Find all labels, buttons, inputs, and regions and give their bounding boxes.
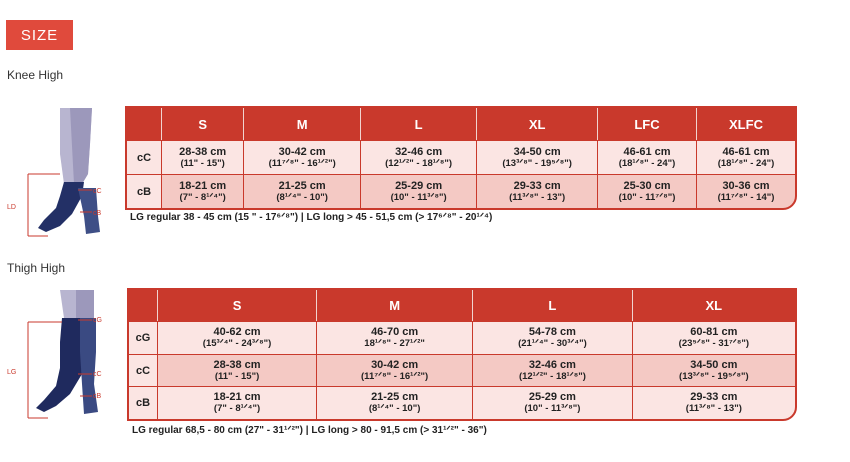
table-row <box>127 140 795 174</box>
col-xl: XL <box>632 290 795 321</box>
table-row <box>127 174 795 208</box>
corner-cell <box>127 108 161 140</box>
thigh-high-leg-figure <box>4 288 116 424</box>
cb-label: cB <box>93 210 102 217</box>
col-s: S <box>161 108 243 140</box>
knee-high-size-table <box>125 106 797 210</box>
knee-length-note: LG regular 38 - 45 cm (15 " - 17⁶ᐟ⁸") | LG long > 45 - 51,5 cm (> 17⁶ᐟ⁸" - 20¹ᐟ⁴) <box>130 212 493 223</box>
size-cell: 28-38 cm (11" - 15") <box>157 354 316 386</box>
col-l: L <box>472 290 632 321</box>
thigh-high-title: Thigh High <box>7 261 66 275</box>
row-label: cC <box>127 140 161 174</box>
size-cell: 21-25 cm (8¹ᐟ⁴" - 10") <box>316 386 472 419</box>
size-cell: 30-42 cm (11⁷ᐟ⁸" - 16¹ᐟ²") <box>243 140 360 174</box>
size-cell: 29-33 cm (11³ᐟ⁸" - 13") <box>476 174 597 208</box>
size-cell: 30-42 cm (11⁷ᐟ⁸" - 16¹ᐟ²") <box>316 354 472 386</box>
cc-label: cC <box>93 188 102 195</box>
row-label: cC <box>129 354 157 386</box>
size-cell: 32-46 cm (12¹ᐟ²" - 18¹ᐟ⁸") <box>360 140 476 174</box>
row-label: cG <box>129 321 157 354</box>
col-l: L <box>360 108 476 140</box>
table-row <box>129 386 795 419</box>
knee-high-title: Knee High <box>7 68 64 82</box>
row-label: cB <box>127 174 161 208</box>
lg-label: LG <box>7 369 17 376</box>
ld-label: LD <box>7 204 16 211</box>
size-cell: 25-30 cm (10" - 11⁷ᐟ⁸") <box>597 174 696 208</box>
size-cell: 21-25 cm (8¹ᐟ⁴" - 10") <box>243 174 360 208</box>
size-cell: 29-33 cm (11³ᐟ⁸" - 13") <box>632 386 795 419</box>
size-cell: 18-21 cm (7" - 8¹ᐟ⁴") <box>157 386 316 419</box>
size-cell: 40-62 cm (15³ᐟ⁴" - 24³ᐟ⁸") <box>157 321 316 354</box>
size-cell: 25-29 cm (10" - 11³ᐟ⁸") <box>472 386 632 419</box>
size-cell: 18-21 cm (7" - 8¹ᐟ⁴") <box>161 174 243 208</box>
size-cell: 34-50 cm (13³ᐟ⁸" - 19⁵ᐟ⁸") <box>476 140 597 174</box>
size-cell: 46-70 cm 18¹ᐟ⁸" - 27¹ᐟ²" <box>316 321 472 354</box>
cc-label: cC <box>93 371 102 378</box>
size-badge: SIZE <box>6 20 73 50</box>
size-cell: 46-61 cm (18¹ᐟ⁸" - 24") <box>696 140 795 174</box>
thigh-length-note: LG regular 68,5 - 80 cm (27" - 31¹ᐟ²") | LG long > 80 - 91,5 cm (> 31¹ᐟ²" - 36") <box>132 425 487 436</box>
col-m: M <box>243 108 360 140</box>
size-cell: 32-46 cm (12¹ᐟ²" - 18¹ᐟ⁸") <box>472 354 632 386</box>
size-cell: 54-78 cm (21¹ᐟ⁴" - 30³ᐟ⁴") <box>472 321 632 354</box>
size-cell: 25-29 cm (10" - 11³ᐟ⁸") <box>360 174 476 208</box>
size-cell: 34-50 cm (13³ᐟ⁸" - 19⁵ᐟ⁸") <box>632 354 795 386</box>
table-row <box>129 321 795 354</box>
col-xlfc: XLFC <box>696 108 795 140</box>
col-lfc: LFC <box>597 108 696 140</box>
size-cell: 60-81 cm (23⁵ᐟ⁸" - 31⁷ᐟ⁸") <box>632 321 795 354</box>
size-cell: 28-38 cm (11" - 15") <box>161 140 243 174</box>
col-m: M <box>316 290 472 321</box>
table-row <box>129 354 795 386</box>
col-xl: XL <box>476 108 597 140</box>
row-label: cB <box>129 386 157 419</box>
corner-cell <box>129 290 157 321</box>
cg-label: cG <box>93 317 102 324</box>
size-cell: 30-36 cm (11⁷ᐟ⁸" - 14") <box>696 174 795 208</box>
cb-label: cB <box>93 393 102 400</box>
col-s: S <box>157 290 316 321</box>
size-cell: 46-61 cm (18¹ᐟ⁸" - 24") <box>597 140 696 174</box>
thigh-high-size-table <box>127 288 797 421</box>
knee-high-leg-figure <box>4 104 116 240</box>
